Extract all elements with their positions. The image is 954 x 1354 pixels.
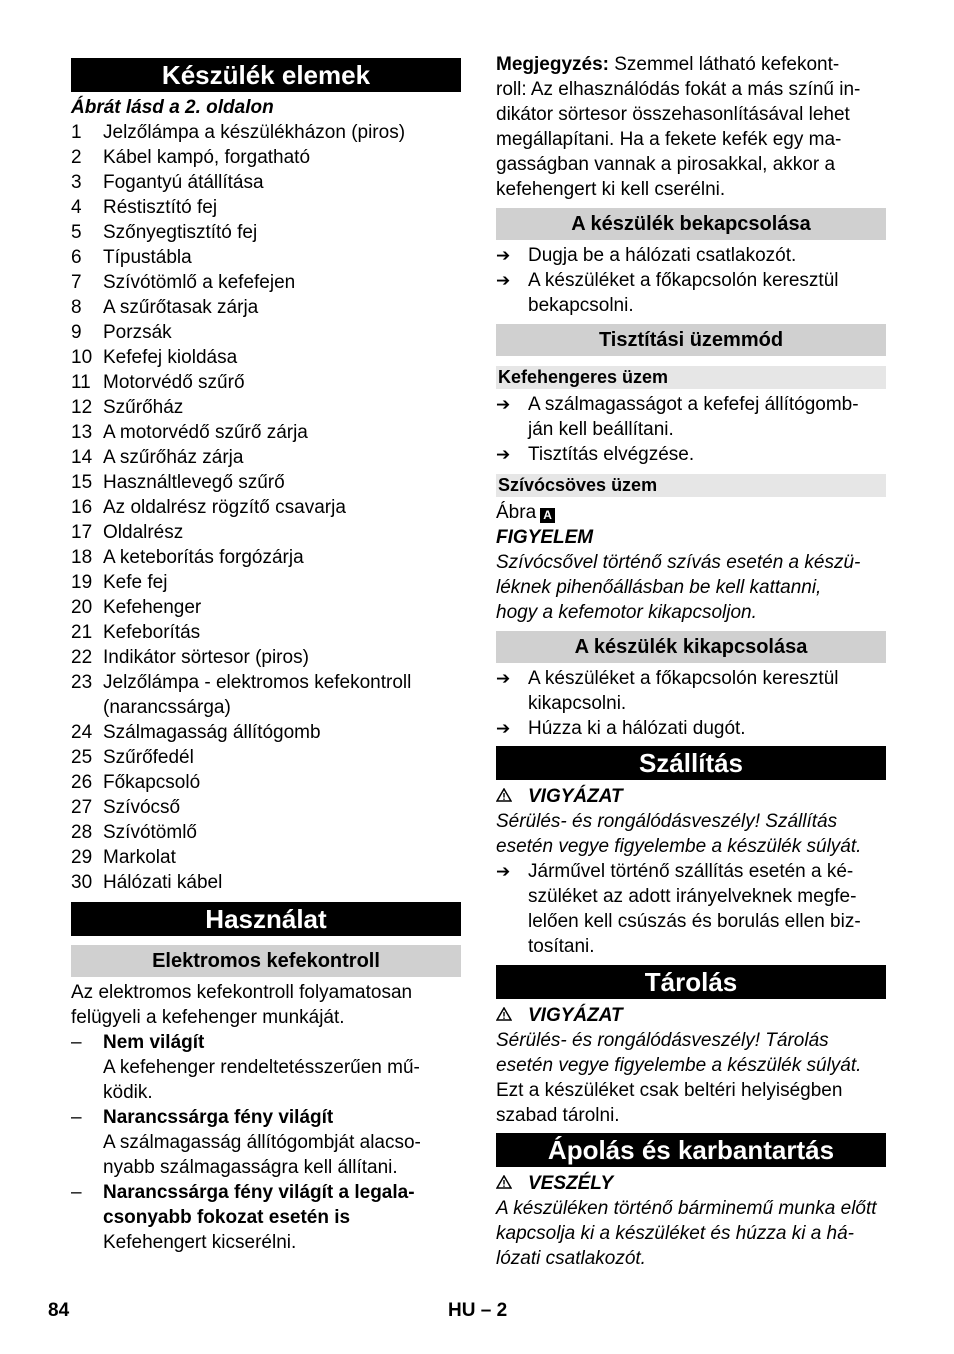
item-label: A keteborítás forgózárja [103,547,304,568]
item-label: Kábel kampó, forgatható [103,147,311,168]
item-number: 27 [71,797,93,818]
subsection-title-brush-mode: Kefehengeres üzem [496,366,886,389]
arrow-icon: ➔ [496,395,511,414]
list-item [71,870,461,895]
subsection-title-brush-control: Elektromos kefekontroll [71,945,461,977]
section-title-storage: Tárolás [496,965,886,999]
arrow-icon: ➔ [496,271,511,290]
storage-text: Ezt a készüléket csak beltéri helyiségben [496,1080,843,1101]
step-text: A készüléket a főkapcsolón keresztül [528,668,839,689]
step-text: kikapcsolni. [528,693,627,714]
list-item [71,695,461,720]
note-text: roll: Az elhasználódás fokát a más színű in- [496,79,861,100]
attention-text: Szívócsővel történő szívás esetén a készü- [496,552,861,573]
item-label: Motorvédő szűrő [103,372,245,393]
dash-bullet: – [71,1032,82,1053]
item-number: 21 [71,622,93,643]
item-number: 2 [71,147,82,168]
state-heading: Narancssárga fény világít a legala- [103,1182,415,1203]
subsection-title-switch-on: A készülék bekapcsolása [496,208,886,240]
item-label: Indikátor sörtesor (piros) [103,647,309,668]
item-label: Oldalrész [103,522,184,543]
item-label: Szívócső [103,797,181,818]
item-label: Szűrőház [103,397,184,418]
warning-triangle-icon [496,784,528,809]
subsection-title-tube-mode: Szívócsöves üzem [496,474,886,497]
list-item [71,1180,461,1255]
list-item [71,645,461,670]
item-label: Réstisztító fej [103,197,218,218]
subsection-title-cleaning-mode: Tisztítási üzemmód [496,324,886,356]
caution-text: Sérülés- és rongálódásveszély! Szállítás [496,811,838,832]
list-item [71,420,461,445]
switch-off-steps [496,666,886,741]
state-description: A szálmagasság állítógombját alacso- [103,1132,421,1153]
list-item [71,520,461,545]
item-label: Szívótömlő a kefefejen [103,272,296,293]
dash-bullet: – [71,1182,82,1203]
item-label: (narancssárga) [103,697,231,718]
caution-text: esetén vegye figyelembe a készülék súlyát. [496,836,862,857]
section-title-care: Ápolás és karbantartás [496,1133,886,1167]
list-item [71,295,461,320]
tube-mode-content [496,500,886,625]
item-label: Kefeborítás [103,622,201,643]
item-label: Az oldalrész rögzítő csavarja [103,497,346,518]
item-label: Szálmagasság állítógomb [103,722,321,743]
item-label: A szűrőtasak zárja [103,297,259,318]
item-label: Szűrőfedél [103,747,194,768]
arrow-icon: ➔ [496,246,511,265]
item-number: 19 [71,572,93,593]
item-number: 22 [71,647,93,668]
list-item [71,1105,461,1180]
list-item [71,195,461,220]
item-number: 9 [71,322,82,343]
danger-text: kapcsolja ki a készüléket és húzza ki a há- [496,1223,855,1244]
arrow-icon: ➔ [496,445,511,464]
item-label: A motorvédő szűrő zárja [103,422,308,443]
item-number: 23 [71,672,93,693]
item-number: 1 [71,122,82,143]
item-number: 20 [71,597,93,618]
list-item [71,620,461,645]
attention-label: FIGYELEM [496,527,594,548]
list-item [71,345,461,370]
state-heading: csonyabb fokozat esetén is [103,1207,351,1228]
item-label: Kefehenger [103,597,202,618]
list-item [71,745,461,770]
list-item [71,445,461,470]
list-item [71,470,461,495]
step-text: ján kell beállítani. [528,419,674,440]
item-label: Fogantyú átállítása [103,172,264,193]
item-label: Kefe fej [103,572,168,593]
state-heading: Nem világít [103,1032,205,1053]
note-text: kefehengert ki kell cserélni. [496,179,726,200]
step-text: Járművel történő szállítás esetén a ké- [528,861,854,882]
subsection-title-switch-off: A készülék kikapcsolása [496,631,886,663]
item-number: 12 [71,397,93,418]
care-content [496,1171,886,1271]
item-label: Típustábla [103,247,192,268]
item-number: 5 [71,222,82,243]
item-number: 18 [71,547,93,568]
step-text: tosítani. [528,936,595,957]
step-text: A szálmagasságot a kefefej állítógomb- [528,394,859,415]
figure-letter-badge: A [540,508,555,523]
list-item [71,270,461,295]
list-item [71,795,461,820]
list-item [71,370,461,395]
step-text: bekapcsolni. [528,295,634,316]
note-text: gasságban vannak a pirosakkal, akkor a [496,154,836,175]
page-number: 84 [48,1300,70,1321]
transport-content [496,784,886,959]
step-text: szüléket az adott irányelveknek megfe- [528,886,857,907]
attention-text: hogy a kefemotor kikapcsoljon. [496,602,757,623]
note-label: Megjegyzés: [496,54,609,75]
item-number: 25 [71,747,93,768]
item-number: 4 [71,197,82,218]
caution-label: VIGYÁZAT [528,786,623,807]
figure-label: Ábra [496,502,537,523]
note-text: dikátor sörtesor összehasonlításával lehet [496,104,850,125]
list-item [71,845,461,870]
item-number: 30 [71,872,93,893]
list-item [71,120,461,145]
see-figure-note: Ábrát lásd a 2. oldalon [71,97,274,118]
list-item [71,170,461,195]
indicator-states-list [71,1030,461,1255]
state-description: nyabb szálmagasságra kell állítani. [103,1157,398,1178]
item-label: Jelzőlámpa - elektromos kefekontroll [103,672,412,693]
warning-triangle-icon [496,1171,528,1196]
item-number: 7 [71,272,82,293]
arrow-icon: ➔ [496,719,511,738]
caution-label: VIGYÁZAT [528,1005,623,1026]
danger-text: A készüléken történő bárminemű munka előtt [496,1198,877,1219]
list-item [71,220,461,245]
item-label: Hálózati kábel [103,872,223,893]
state-description: Kefehengert kicserélni. [103,1232,297,1253]
list-item [71,820,461,845]
note-text: megállapítani. Ha a fekete kefék egy ma- [496,129,842,150]
list-item [71,395,461,420]
list-item [71,720,461,745]
item-label: Markolat [103,847,176,868]
note-text: Szemmel látható kefekont- [608,54,840,75]
list-item [71,495,461,520]
list-item [71,145,461,170]
item-number: 28 [71,822,93,843]
step-text: Tisztítás elvégzése. [528,444,695,465]
item-number: 24 [71,722,93,743]
item-label: Kefefej kioldása [103,347,238,368]
section-title-transport: Szállítás [496,746,886,780]
list-item [71,1030,461,1105]
dash-bullet: – [71,1107,82,1128]
caution-text: esetén vegye figyelembe a készülék súlyát. [496,1055,862,1076]
item-label: Szívótömlő [103,822,197,843]
item-label: Jelzőlámpa a készülékházon (piros) [103,122,406,143]
storage-text: szabad tárolni. [496,1105,620,1126]
list-item [71,570,461,595]
step-text: Dugja be a hálózati csatlakozót. [528,245,797,266]
item-number: 10 [71,347,93,368]
arrow-icon: ➔ [496,862,511,881]
intro-line: felügyeli a kefehenger munkáját. [71,1007,345,1028]
parts-list [71,120,461,895]
list-item [71,545,461,570]
step-text: Húzza ki a hálózati dugót. [528,718,746,739]
item-number: 17 [71,522,93,543]
state-heading: Narancssárga fény világít [103,1107,334,1128]
danger-label: VESZÉLY [528,1173,614,1194]
item-label: Főkapcsoló [103,772,201,793]
item-label: Porzsák [103,322,172,343]
switch-on-steps [496,243,886,318]
state-description: ködik. [103,1082,153,1103]
item-label: A szűrőház zárja [103,447,244,468]
storage-content [496,1003,886,1128]
intro-line: Az elektromos kefekontroll folyamatosan [71,982,413,1003]
item-number: 11 [71,372,91,393]
item-number: 14 [71,447,93,468]
state-description: A kefehenger rendeltetésszerűen mű- [103,1057,420,1078]
item-number: 8 [71,297,82,318]
arrow-icon: ➔ [496,669,511,688]
warning-triangle-icon [496,1003,528,1028]
item-number: 26 [71,772,93,793]
section-title-usage: Használat [71,902,461,936]
brush-control-intro [71,980,461,1030]
list-item [71,770,461,795]
section-title-components: Készülék elemek [71,58,461,92]
item-number: 6 [71,247,82,268]
list-item [71,595,461,620]
item-number: 3 [71,172,82,193]
list-item [71,670,461,695]
item-label: Szőnyegtisztító fej [103,222,258,243]
attention-text: léknek pihenőállásban be kell kattanni, [496,577,822,598]
step-text: lelően kell csúszás és borulás ellen biz- [528,911,861,932]
list-item [71,245,461,270]
danger-text: lózati csatlakozót. [496,1248,646,1269]
item-label: Használtlevegő szűrő [103,472,285,493]
item-number: 15 [71,472,93,493]
step-text: A készüléket a főkapcsolón keresztül [528,270,839,291]
caution-text: Sérülés- és rongálódásveszély! Tárolás [496,1030,829,1051]
brush-mode-steps [496,392,886,467]
page-label: HU – 2 [448,1300,508,1321]
item-number: 29 [71,847,93,868]
list-item [71,320,461,345]
item-number: 16 [71,497,93,518]
note-paragraph [496,52,886,202]
item-number [71,695,103,720]
item-number: 13 [71,422,93,443]
